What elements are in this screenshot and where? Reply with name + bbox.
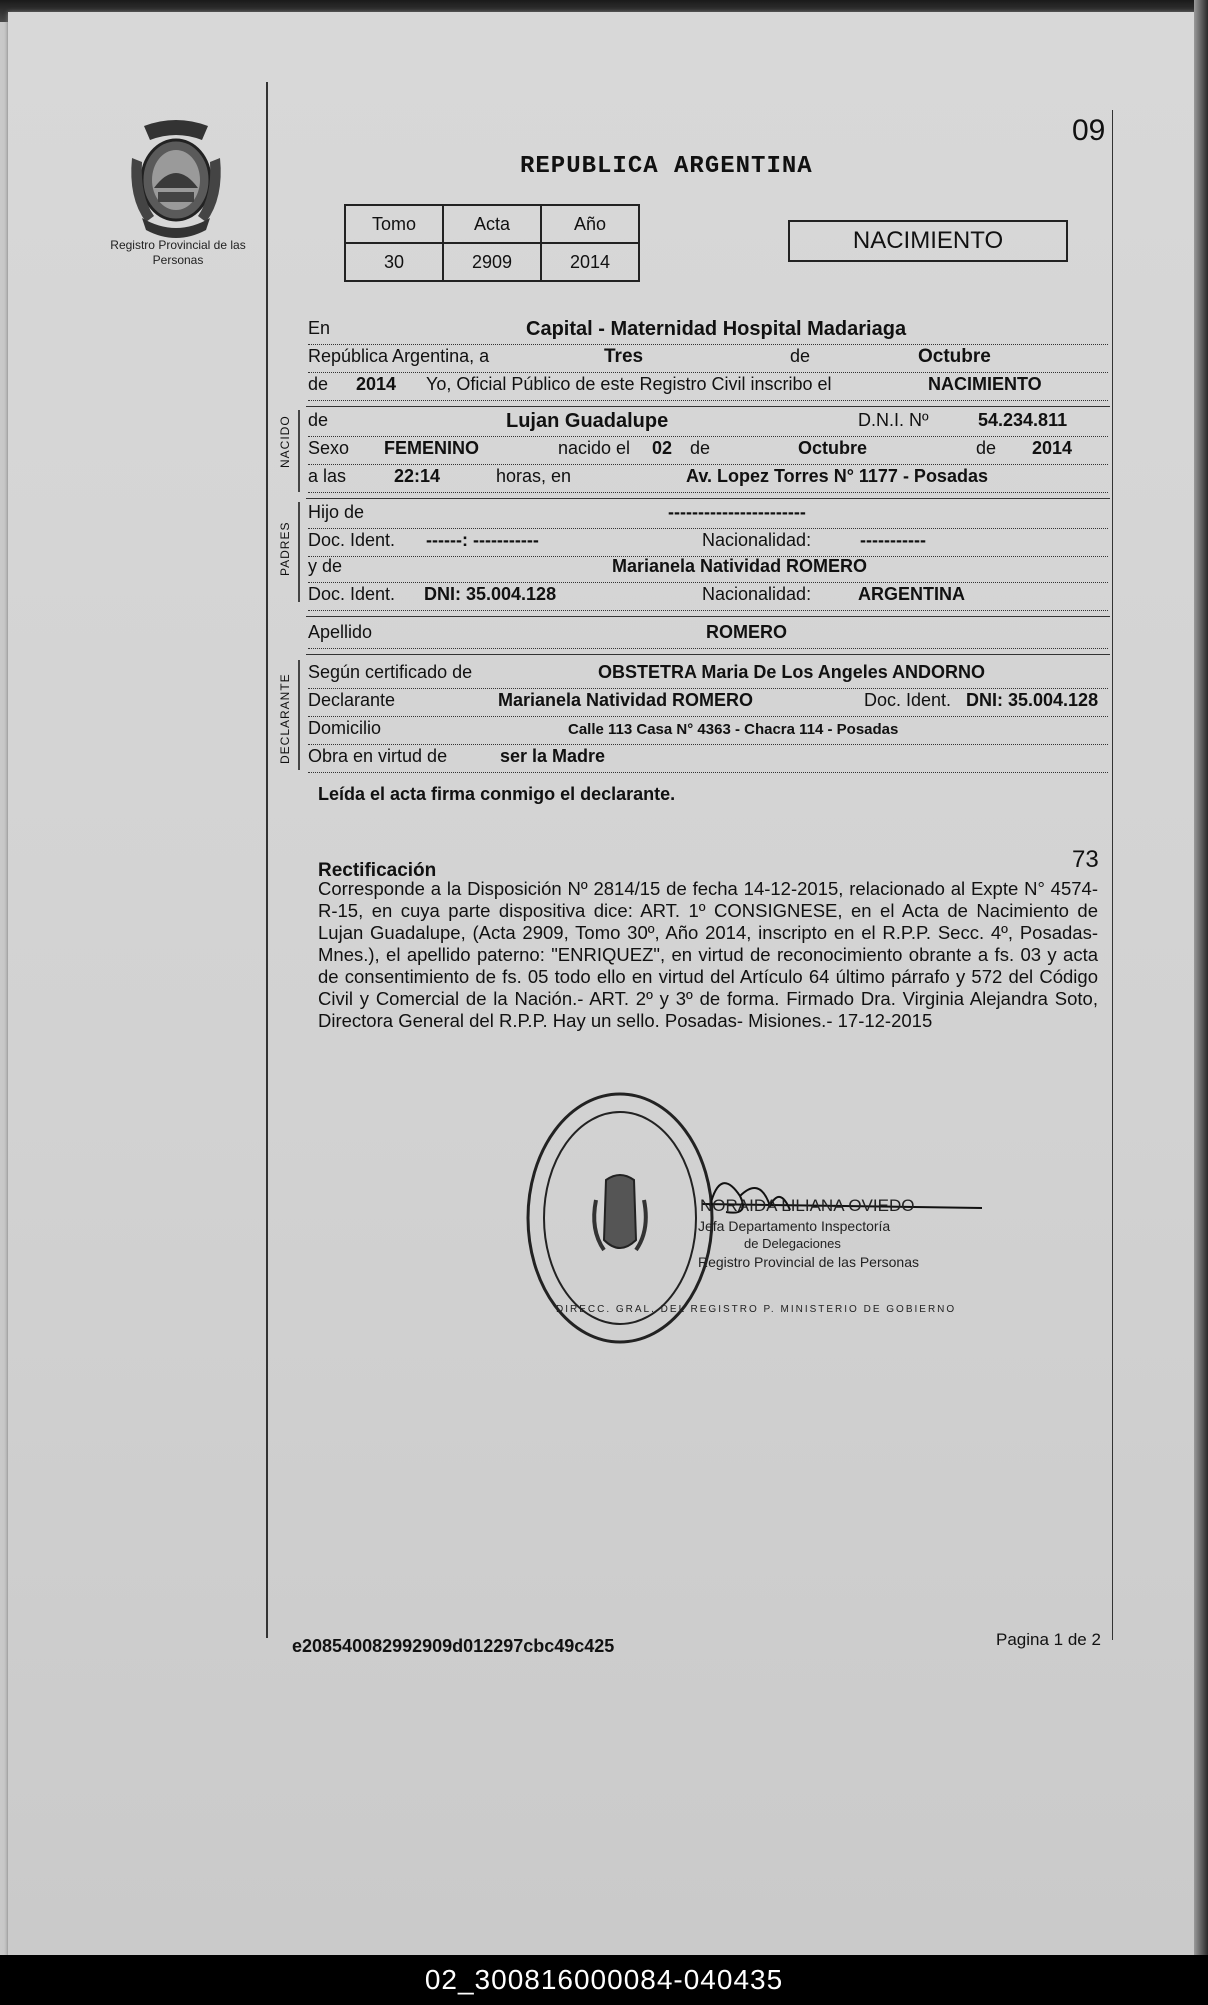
separator: [306, 498, 1110, 499]
label-declarante: Declarante: [308, 690, 396, 710]
anio-header: Año: [541, 205, 639, 243]
signer-title-1: Jefa Departamento Inspectoría: [698, 1218, 891, 1234]
value-hora: 22:14: [394, 466, 441, 486]
label-nacido-el: nacido el: [558, 438, 631, 458]
signer-title-3: Registro Provincial de las Personas: [698, 1254, 919, 1270]
label-yo: Yo, Oficial Público de este Registro Civil inscribo el: [426, 374, 832, 394]
row-inscribo: [308, 374, 1108, 401]
rectificacion-number: 73: [1072, 846, 1099, 873]
row-hijo-de: [308, 502, 1108, 529]
nacido-side-label: NACIDO: [278, 415, 292, 468]
tomo-acta-table: [344, 204, 640, 282]
value-apellido: ROMERO: [706, 622, 787, 642]
label-en: En: [308, 318, 331, 338]
value-madre-nac: ARGENTINA: [858, 584, 965, 604]
value-certificado: OBSTETRA Maria De Los Angeles ANDORNO: [598, 662, 986, 682]
label-nacionalidad-2: Nacionalidad:: [702, 584, 812, 604]
row-fecha: [308, 346, 1108, 373]
nacido-bracket: [298, 410, 300, 492]
scanner-right-edge: [1194, 0, 1208, 1960]
value-sexo: FEMENINO: [384, 438, 480, 458]
acta-value: 2909: [443, 243, 541, 281]
row-declarante: [308, 690, 1108, 717]
value-mes: Octubre: [918, 346, 991, 367]
label-de-3: de: [308, 410, 329, 430]
value-mes-nac: Octubre: [798, 438, 868, 458]
label-dni: D.N.I. Nº: [858, 410, 929, 430]
label-de-2: de: [308, 374, 329, 394]
left-margin-line: [266, 82, 268, 1638]
label-de-5: de: [976, 438, 997, 458]
row-padre-doc: [308, 530, 1108, 557]
separator: [306, 654, 1110, 655]
value-anio: 2014: [356, 374, 397, 394]
label-horas-en: horas, en: [496, 466, 572, 486]
label-hijo-de: Hijo de: [308, 502, 365, 522]
row-obra: [308, 746, 1108, 773]
label-domicilio: Domicilio: [308, 718, 382, 738]
signer-name: NORAIDA LILIANA OVIEDO: [700, 1196, 915, 1215]
declarante-side-label: DECLARANTE: [278, 673, 292, 764]
row-nombre: [308, 410, 1108, 437]
closing-statement: Leída el acta firma conmigo el declarante.: [318, 784, 676, 804]
separator: [306, 616, 1110, 617]
row-certificado: [308, 662, 1108, 689]
label-de: de: [790, 346, 811, 366]
value-declarante: Marianela Natividad ROMERO: [498, 690, 754, 710]
pagination: Pagina 1 de 2: [996, 1630, 1101, 1649]
value-dia-letras: Tres: [604, 346, 644, 367]
seal-text: DIRECC. GRAL. DEL REGISTRO P. MINISTERIO DE GOBIERNO: [556, 1304, 957, 1315]
value-dni: 54.234.811: [978, 410, 1068, 430]
label-doc-ident-3: Doc. Ident.: [864, 690, 952, 710]
value-padre: -----------------------: [668, 502, 806, 522]
row-madre-doc: [308, 584, 1108, 611]
rectificacion-title: Rectificación: [318, 860, 437, 881]
row-lugar: [308, 318, 1108, 345]
tomo-header: Tomo: [345, 205, 443, 243]
value-lugar: Capital - Maternidad Hospital Madariaga: [526, 318, 907, 340]
separator: [306, 406, 1110, 407]
value-madre-doc: DNI: 35.004.128: [424, 584, 557, 604]
label-segun: Según certificado de: [308, 662, 473, 682]
value-obra: ser la Madre: [500, 746, 606, 766]
value-madre: Marianela Natividad ROMERO: [612, 556, 868, 576]
value-domicilio: Calle 113 Casa N° 4363 - Chacra 114 - Posadas: [568, 721, 899, 738]
label-republica: República Argentina, a: [308, 346, 490, 366]
scan-id-footer: 02_300816000084-040435: [0, 1955, 1208, 2005]
value-nombre: Lujan Guadalupe: [506, 410, 669, 432]
act-type-box: NACIMIENTO: [788, 220, 1068, 262]
label-nacionalidad: Nacionalidad:: [702, 530, 812, 550]
label-de-4: de: [690, 438, 711, 458]
padres-side-label: PADRES: [278, 521, 292, 576]
anio-value: 2014: [541, 243, 639, 281]
value-acto: NACIMIENTO: [928, 374, 1042, 394]
value-dia-nac: 02: [652, 438, 673, 458]
page-number: 09: [1072, 114, 1106, 147]
row-y-de: [308, 556, 1108, 583]
declarante-bracket: [298, 660, 300, 770]
label-sexo: Sexo: [308, 438, 350, 458]
misiones-crest-icon: [124, 118, 228, 238]
value-anio-nac: 2014: [1032, 438, 1073, 458]
row-hora: [308, 466, 1108, 493]
value-padre-doc: ------: -----------: [426, 530, 539, 550]
registry-label: Registro Provincial de las Personas: [110, 238, 246, 267]
label-obra: Obra en virtud de: [308, 746, 448, 766]
label-a-las: a las: [308, 466, 347, 486]
tomo-value: 30: [345, 243, 443, 281]
padres-bracket: [298, 502, 300, 602]
label-doc-ident-2: Doc. Ident.: [308, 584, 396, 604]
value-lugar-nac: Av. Lopez Torres N° 1177 - Posadas: [686, 466, 988, 486]
label-apellido: Apellido: [308, 622, 373, 642]
value-declarante-doc: DNI: 35.004.128: [966, 690, 1099, 710]
value-padre-nac: -----------: [860, 530, 926, 550]
row-apellido: [308, 622, 1108, 649]
rectificacion-text: Corresponde a la Disposición Nº 2814/15 de fecha 14-12-2015, relacionado al Expte N° 4574-R-15, en cuya parte dispositiva dice: ART. 1º CONSIGNESE, en el Acta de Nacimiento de Lujan Guadalupe, (Acta 2909, Tomo 30º, Año 2014, inscripto en el R.P.P. Secc. 4º, Posadas- Mnes.), el apellido paterno: "ENRIQUEZ", en virtud de reconocimiento obrante a fs. 03 y acta de consentimiento de fs. 05 todo ello en virtud del Artículo 64 último párrafo y 572 del Código Civil y Comercial de la Nación.- ART. 2º y 3º de forma. Firmado Dra. Virginia Alejandra Soto, Directora General del R.P.P. Hay un sello. Posadas- Misiones.- 17-12-2015: [318, 878, 1098, 1031]
right-margin-line: [1112, 110, 1113, 1640]
document-hash: e208540082992909d012297cbc49c425: [292, 1636, 615, 1656]
row-domicilio: [308, 718, 1108, 745]
label-y-de: y de: [308, 556, 343, 576]
document-title: REPUBLICA ARGENTINA: [520, 153, 813, 180]
label-doc-ident: Doc. Ident.: [308, 530, 396, 550]
signer-title-2: de Delegaciones: [744, 1236, 841, 1251]
acta-header: Acta: [443, 205, 541, 243]
row-sexo: [308, 438, 1108, 465]
